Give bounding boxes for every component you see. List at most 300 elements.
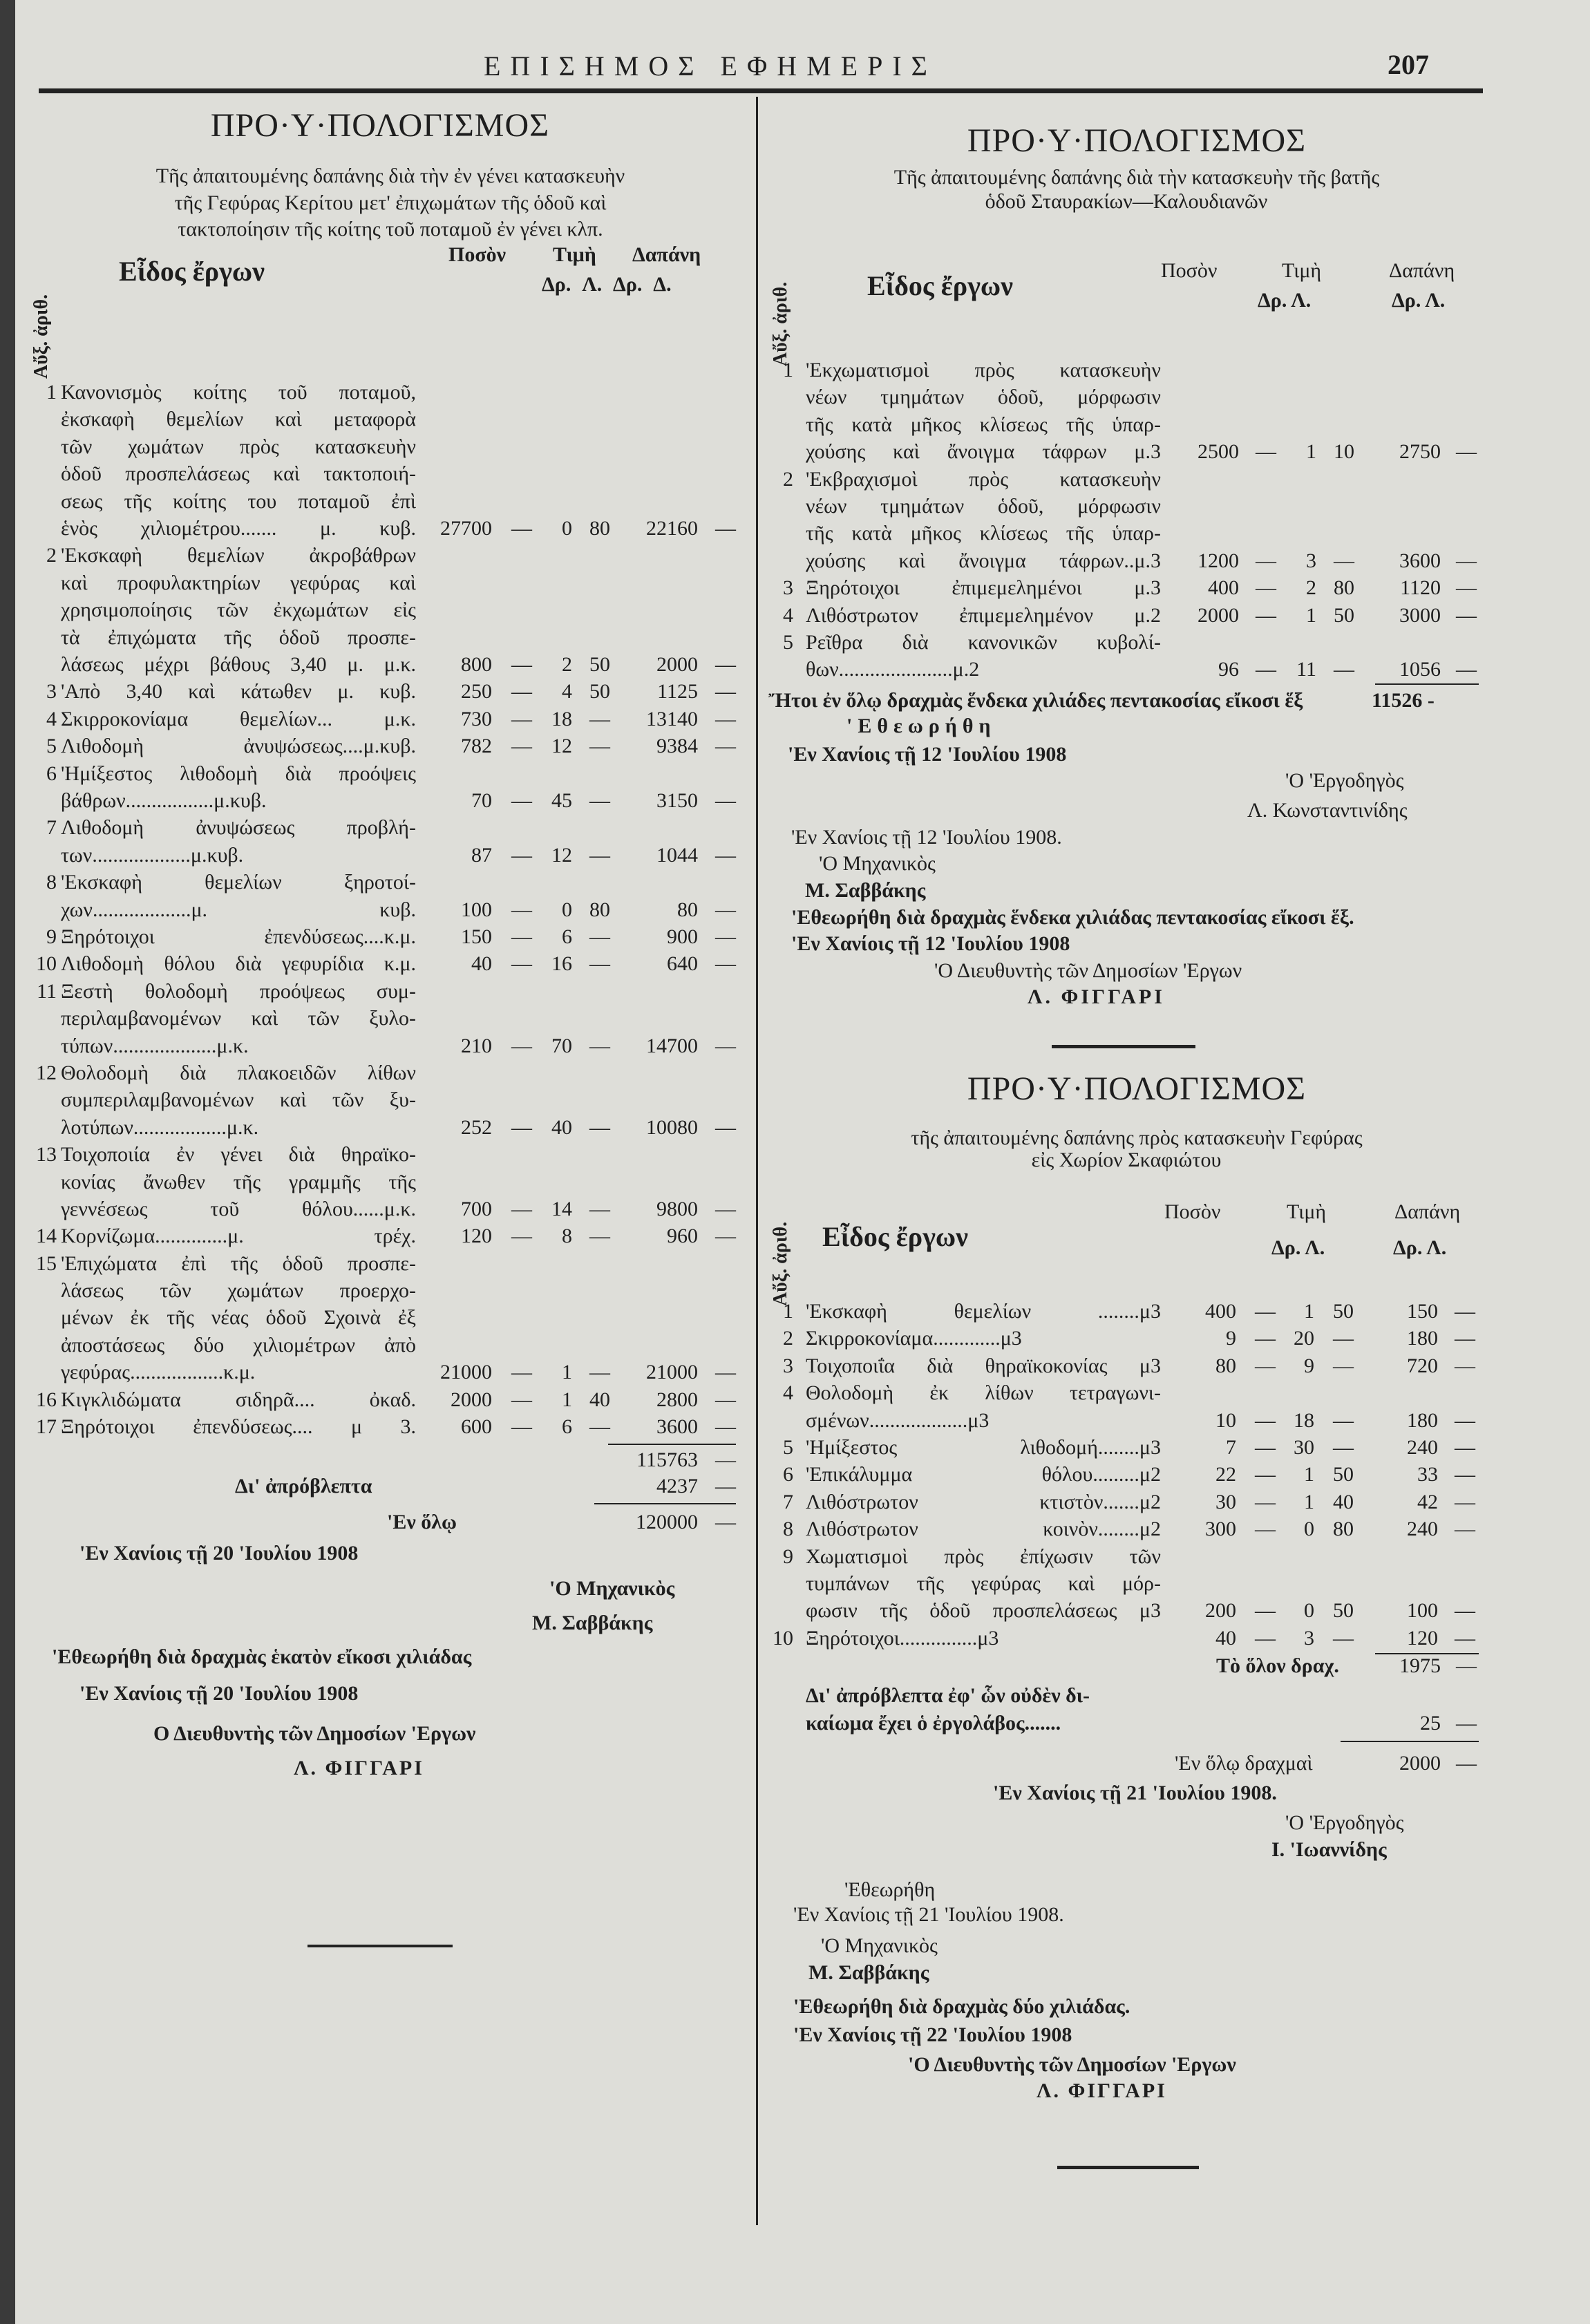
left-total: 120000 xyxy=(636,1511,698,1533)
unit-price-drachmas: 0 xyxy=(562,898,572,921)
item-description-line: χρησιμοποίησις τῶν ἐκχωμάτων εἰς xyxy=(61,598,416,622)
item-description-line: τυμπάνων τῆς γεφύρας καὶ μόρ- xyxy=(806,1571,1161,1595)
left-subtotal-lepta: — xyxy=(715,1448,736,1471)
cost-lepta: — xyxy=(715,1115,736,1139)
right1-date: 'Εν Χανίοις τῇ 12 'Ιουλίου 1908 xyxy=(788,743,1067,766)
item-description-line: τῆς κατὰ μῆκος κλίσεως τῆς ὑπαρ- xyxy=(806,413,1161,436)
right1-end-rule xyxy=(1052,1045,1195,1048)
item-description-line: 'Απὸ 3,40 καὶ κάτωθεν μ. κυβ. xyxy=(61,680,416,703)
quantity: 22 xyxy=(1215,1463,1236,1486)
item-number: 16 xyxy=(36,1388,57,1411)
item-number: 10 xyxy=(36,952,57,976)
quantity: 150 xyxy=(461,925,492,948)
unit-price-lepta: — xyxy=(1333,1408,1354,1432)
quantity-fraction: — xyxy=(511,1115,532,1139)
unit-price-drachmas: 1 xyxy=(562,1361,572,1384)
cost-lepta: — xyxy=(1455,1518,1475,1541)
budget-row xyxy=(0,466,1590,575)
item-description-line: Σκιρροκονίαμα θεμελίων... μ.κ. xyxy=(61,707,416,730)
item-number: 9 xyxy=(783,1544,793,1568)
right2-engineer-date: 'Εν Χανίοις τῇ 21 'Ιουλίου 1908. xyxy=(793,1903,1064,1926)
budget-row xyxy=(0,1352,1590,1379)
cost-lepta: — xyxy=(715,788,736,812)
item-description-line: ἀποστάσεως δύο χιλιομέτρων ἀπὸ xyxy=(61,1333,416,1357)
left-unforeseen: 4237 xyxy=(656,1475,698,1498)
cost-drachmas: 10080 xyxy=(646,1115,698,1139)
item-description-line: τῶν χωμάτων πρὸς κατασκευὴν xyxy=(61,435,416,458)
right1-total-rule xyxy=(1375,683,1479,685)
right2-unforeseen-lepta: — xyxy=(1456,1712,1477,1735)
left-unforeseen-label: Δι' ἀπρόβλεπτα xyxy=(235,1475,372,1498)
cost-lepta: — xyxy=(715,898,736,921)
cost-drachmas: 150 xyxy=(1407,1300,1438,1323)
item-description-line: χων...................μ. κυβ. xyxy=(61,898,416,921)
right2-subtotal: 1975 xyxy=(1399,1654,1441,1677)
item-description-line: Σκιρροκονίαμα.............μ3 xyxy=(806,1327,1022,1350)
quantity: 7 xyxy=(1226,1435,1236,1459)
right2-header-cost-units: Δρ. Λ. xyxy=(1393,1236,1447,1259)
unit-price-lepta: — xyxy=(1334,658,1354,681)
quantity-fraction: — xyxy=(511,707,532,730)
unit-price-lepta: — xyxy=(589,707,610,730)
quantity: 9 xyxy=(1226,1327,1236,1350)
item-description-line: ἑνὸς χιλιομέτρου....... μ. κυβ. xyxy=(61,517,416,540)
item-description-line: Θολοδομὴ ἐκ λίθων τετραγωνι- xyxy=(806,1381,1161,1405)
unit-price-drachmas: 1 xyxy=(1304,1463,1314,1486)
cost-drachmas: 22160 xyxy=(646,517,698,540)
right1-budget-title: ΠΡΟ·Υ·ΠΟΛΟΓΙΣΜΟΣ xyxy=(967,122,1307,159)
unit-price-lepta: 50 xyxy=(589,652,610,676)
cost-drachmas: 9800 xyxy=(656,1197,698,1220)
unit-price-lepta: — xyxy=(589,735,610,758)
item-number: 2 xyxy=(783,1327,793,1350)
item-number: 7 xyxy=(783,1490,793,1513)
quantity-fraction: — xyxy=(1256,658,1276,681)
quantity-fraction: — xyxy=(511,735,532,758)
item-description-line: Λιθόστρωτον κτιστὸν.......μ2 xyxy=(806,1490,1161,1513)
quantity: 70 xyxy=(471,788,492,812)
item-description-line: περιλαμβανομένων καὶ τῶν ξυλο- xyxy=(61,1007,416,1030)
item-number: 4 xyxy=(783,603,793,627)
unit-price-lepta: — xyxy=(1334,549,1354,572)
cost-drachmas: 3150 xyxy=(656,788,698,812)
quantity: 210 xyxy=(461,1034,492,1057)
left-subtitle-line: τῆς Γεφύρας Κερίτου μετ' ἐπιχωμάτων τῆς ὁδοῦ καὶ xyxy=(174,191,607,214)
quantity-fraction: — xyxy=(511,843,532,867)
unit-price-lepta: 50 xyxy=(589,680,610,703)
right1-total-label: Ἤτοι ἐν ὅλῳ δραχμὰς ἕνδεκα χιλιάδες πεντακοσίας εἴκοσι ἕξ xyxy=(768,689,1303,712)
quantity-fraction: — xyxy=(511,925,532,948)
right1-budget-table xyxy=(0,357,1590,683)
quantity: 1200 xyxy=(1198,549,1239,572)
cost-drachmas: 3000 xyxy=(1399,603,1441,627)
quantity-fraction: — xyxy=(511,952,532,976)
item-description-line: 'Επικάλυμμα θόλου.........μ2 xyxy=(806,1463,1161,1486)
cost-lepta: — xyxy=(715,1388,736,1411)
quantity: 800 xyxy=(461,652,492,676)
item-number: 5 xyxy=(783,630,793,654)
item-description-line: Κορνίζωμα..............μ. τρέχ. xyxy=(61,1225,416,1248)
cost-lepta: — xyxy=(1455,1463,1475,1486)
budget-row xyxy=(0,1221,1590,1252)
quantity-fraction: — xyxy=(511,898,532,921)
cost-drachmas: 3600 xyxy=(1399,549,1441,572)
item-description-line: Θολοδομὴ διὰ πλακοειδῶν λίθων xyxy=(61,1061,416,1084)
quantity: 400 xyxy=(1205,1300,1236,1323)
unit-price-drachmas: 18 xyxy=(1294,1408,1314,1432)
cost-lepta: — xyxy=(715,1197,736,1220)
right1-director-title: 'Ο Διευθυντὴς τῶν Δημοσίων 'Εργων xyxy=(934,959,1242,982)
right2-end-rule xyxy=(1057,2166,1199,2169)
cost-drachmas: 3600 xyxy=(656,1415,698,1439)
cost-lepta: — xyxy=(715,707,736,730)
item-number: 13 xyxy=(36,1143,57,1166)
right2-subtotal-lepta: — xyxy=(1456,1654,1477,1677)
left-end-rule xyxy=(307,1945,453,1947)
quantity: 87 xyxy=(471,843,492,867)
item-description-line: σμένων...................μ3 xyxy=(806,1408,990,1432)
right2-header-qty: Ποσὸν xyxy=(1164,1200,1221,1223)
cost-lepta: — xyxy=(715,1415,736,1439)
left-director-title: Ο Διευθυντὴς τῶν Δημοσίων 'Εργων xyxy=(153,1722,476,1745)
right2-director-title: 'Ο Διευθυντὴς τῶν Δημοσίων 'Εργων xyxy=(908,2053,1236,2076)
cost-drachmas: 80 xyxy=(677,898,698,921)
unit-price-drachmas: 2 xyxy=(1306,576,1316,600)
item-description-line: βάθρων.................μ.κυβ. xyxy=(61,788,267,812)
unit-price-lepta: — xyxy=(589,1034,610,1057)
item-description-line: 'Εκσκαφὴ θεμελίων ξηροτοί- xyxy=(61,871,416,894)
quantity: 10 xyxy=(1215,1408,1236,1432)
unit-price-lepta: — xyxy=(1333,1626,1354,1650)
cost-lepta: — xyxy=(1455,1408,1475,1432)
quantity: 30 xyxy=(1215,1490,1236,1513)
right1-header-cost-units: Δρ. Λ. xyxy=(1392,289,1446,312)
right2-header-number: Αὔξ. ἀριθ. xyxy=(770,1221,791,1306)
left-subtitle-line: τακτοποίησιν τῆς κοίτης τοῦ ποταμοῦ ἐν γένει κλπ. xyxy=(178,218,603,240)
item-number: 3 xyxy=(783,1354,793,1377)
cost-lepta: — xyxy=(1456,603,1477,627)
cost-lepta: — xyxy=(1455,1435,1475,1459)
item-number: 6 xyxy=(783,1463,793,1486)
quantity-fraction: — xyxy=(1255,1408,1276,1432)
quantity-fraction: — xyxy=(1255,1518,1276,1541)
right2-engineer-title: 'Ο Μηχανικὸς xyxy=(821,1934,938,1957)
quantity-fraction: — xyxy=(511,1388,532,1411)
item-description-line: Λιθοδομὴ ἀνυψώσεως....μ.κυβ. xyxy=(61,735,416,758)
unit-price-lepta: 80 xyxy=(1333,1518,1354,1541)
item-description-line: νέων τμημάτων ὁδοῦ, μόρφωσιν xyxy=(806,386,1161,409)
unit-price-drachmas: 3 xyxy=(1306,549,1316,572)
left-unforeseen-lepta: — xyxy=(715,1475,736,1498)
quantity-fraction: — xyxy=(511,1197,532,1220)
quantity: 600 xyxy=(461,1415,492,1439)
cost-lepta: — xyxy=(715,735,736,758)
right2-engineer-name: Μ. Σαββάκης xyxy=(808,1961,929,1984)
quantity: 700 xyxy=(461,1197,492,1220)
quantity-fraction: — xyxy=(511,1034,532,1057)
quantity-fraction: — xyxy=(1255,1599,1276,1623)
item-number: 3 xyxy=(783,576,793,600)
quantity: 21000 xyxy=(440,1361,492,1384)
left-header-cost: Δαπάνη xyxy=(632,243,701,266)
unit-price-lepta: — xyxy=(589,1361,610,1384)
right1-foreman-name: Λ. Κωνσταντινίδης xyxy=(1247,799,1408,822)
cost-lepta: — xyxy=(715,952,736,976)
item-description-line: 'Ημίξεστος λιθοδομὴ διὰ προόψεις xyxy=(61,762,416,785)
right2-seen: 'Εθεωρήθη xyxy=(844,1878,936,1901)
left-header-price: Τιμὴ xyxy=(553,243,596,266)
item-description-line: μένων ἐκ τῆς νέας ὁδοῦ Σχοινὰ ἐξ xyxy=(61,1306,416,1330)
item-number: 8 xyxy=(783,1518,793,1541)
quantity-fraction: — xyxy=(511,1415,532,1439)
cost-lepta: — xyxy=(715,652,736,676)
right1-director-name: Λ. ΦΙΓΓΑΡΙ xyxy=(1028,985,1165,1008)
right2-foreman-title: 'Ο 'Εργοδηγὸς xyxy=(1285,1811,1404,1834)
cost-lepta: — xyxy=(1456,658,1477,681)
quantity-fraction: — xyxy=(1256,440,1276,464)
right1-header-cost: Δαπάνη xyxy=(1389,259,1455,282)
unit-price-drachmas: 0 xyxy=(1304,1599,1314,1623)
unit-price-lepta: — xyxy=(589,1225,610,1248)
right2-date: 'Εν Χανίοις τῇ 21 'Ιουλίου 1908. xyxy=(993,1782,1277,1804)
quantity: 100 xyxy=(461,898,492,921)
unit-price-lepta: 80 xyxy=(589,898,610,921)
item-number: 14 xyxy=(36,1225,57,1248)
item-description-line: 'Εκβραχισμοὶ πρὸς κατασκευὴν xyxy=(806,467,1161,491)
item-number: 7 xyxy=(46,816,57,840)
item-description-line: λάσεως τῶν χωμάτων προερχο- xyxy=(61,1279,416,1303)
item-description-line: κονίας ἄνωθεν τῆς γραμμῆς τῆς xyxy=(61,1170,416,1193)
quantity-fraction: — xyxy=(1255,1354,1276,1377)
item-number: 1 xyxy=(46,381,57,404)
item-number: 6 xyxy=(46,762,57,785)
left-subtitle-line: Τῆς ἀπαιτουμένης δαπάνης διὰ τὴν ἐν γένει κατασκευὴν xyxy=(155,164,625,187)
item-description-line: Τοιχοποιία ἐν γένει διὰ θηραϊκο- xyxy=(61,1143,416,1166)
cost-lepta: — xyxy=(715,1034,736,1057)
unit-price-drachmas: 45 xyxy=(551,788,572,812)
unit-price-drachmas: 4 xyxy=(562,680,572,703)
left-director-name: Λ. ΦΙΓΓΑΡΙ xyxy=(294,1757,424,1779)
quantity: 40 xyxy=(1215,1626,1236,1650)
cost-lepta: — xyxy=(1455,1327,1475,1350)
right1-approval: 'Εθεωρήθη διὰ δραχμὰς ἕνδεκα χιλιάδας πεντακοσίας εἴκοσι ἕξ. xyxy=(791,906,1354,929)
item-number: 2 xyxy=(783,467,793,491)
unit-price-drachmas: 12 xyxy=(551,843,572,867)
right1-header-kind: Εἶδος ἔργων xyxy=(867,270,1014,301)
cost-drachmas: 42 xyxy=(1417,1490,1438,1513)
unit-price-drachmas: 1 xyxy=(1304,1300,1314,1323)
unit-price-lepta: — xyxy=(1333,1354,1354,1377)
right1-foreman-title: 'Ο 'Εργοδηγὸς xyxy=(1285,769,1404,792)
masthead-title: ΕΠΙΣΗΜΟΣ ΕΦΗΜΕΡΙΣ xyxy=(484,50,937,82)
item-number: 12 xyxy=(36,1061,57,1084)
item-description-line: Κανονισμὸς κοίτης τοῦ ποταμοῦ, xyxy=(61,381,416,404)
cost-lepta: — xyxy=(1455,1626,1475,1650)
right1-engineer-title: 'Ο Μηχανικὸς xyxy=(819,852,936,875)
budget-row xyxy=(0,1325,1590,1352)
unit-price-drachmas: 6 xyxy=(562,925,572,948)
cost-lepta: — xyxy=(715,680,736,703)
unit-price-drachmas: 6 xyxy=(562,1415,572,1439)
right2-unforeseen: 25 xyxy=(1420,1712,1441,1735)
right2-header-price: Τιμὴ xyxy=(1287,1200,1327,1223)
item-description-line: Ξηρότοιχοι...............μ3 xyxy=(806,1626,999,1650)
unit-price-lepta: 80 xyxy=(1334,576,1354,600)
quantity-fraction: — xyxy=(511,680,532,703)
cost-lepta: — xyxy=(1455,1300,1475,1323)
quantity-fraction: — xyxy=(511,517,532,540)
budget-row xyxy=(0,629,1590,683)
cost-drachmas: 1120 xyxy=(1400,576,1441,600)
unit-price-drachmas: 70 xyxy=(551,1034,572,1057)
item-description-line: 'Επιχώματα ἐπὶ τῆς ὁδοῦ προσπε- xyxy=(61,1251,416,1275)
budget-row xyxy=(0,1625,1590,1652)
quantity-fraction: — xyxy=(1255,1626,1276,1650)
unit-price-lepta: — xyxy=(589,788,610,812)
right2-subtitle-line: εἰς Χωρίον Σκαφιώτου xyxy=(1031,1149,1222,1171)
item-description-line: των...................μ.κυβ. xyxy=(61,843,244,867)
item-number: 17 xyxy=(36,1415,57,1439)
cost-drachmas: 720 xyxy=(1407,1354,1438,1377)
quantity: 27700 xyxy=(440,517,492,540)
budget-row xyxy=(0,1298,1590,1325)
item-description-line: Λιθοδομὴ θόλου διὰ γεφυρίδια κ.μ. xyxy=(61,952,416,976)
cost-drachmas: 1125 xyxy=(657,680,698,703)
right2-approval: 'Εθεωρήθη διὰ δραχμὰς δύο χιλιάδας. xyxy=(793,1995,1130,2018)
quantity: 80 xyxy=(1215,1354,1236,1377)
item-number: 9 xyxy=(46,925,57,948)
right1-total: 11526 - xyxy=(1372,689,1435,712)
budget-row xyxy=(0,1379,1590,1434)
item-description-line: Λιθόστρωτον ἐπιμεμελημένον μ.2 xyxy=(806,603,1161,627)
left-total-label: 'Εν ὅλῳ xyxy=(387,1511,457,1533)
quantity-fraction: — xyxy=(1255,1327,1276,1350)
unit-price-drachmas: 16 xyxy=(551,952,572,976)
cost-drachmas: 2750 xyxy=(1399,440,1441,464)
item-description-line: ὁδοῦ προσπελάσεως καὶ τακτοποιή- xyxy=(61,462,416,486)
cost-drachmas: 21000 xyxy=(646,1361,698,1384)
budget-row xyxy=(0,1543,1590,1625)
unit-price-lepta: — xyxy=(1333,1327,1354,1350)
right2-budget-table xyxy=(0,1298,1590,1652)
unit-price-drachmas: 2 xyxy=(562,652,572,676)
cost-drachmas: 900 xyxy=(667,925,698,948)
unit-price-lepta: 40 xyxy=(589,1388,610,1411)
cost-lepta: — xyxy=(1456,440,1477,464)
cost-drachmas: 240 xyxy=(1407,1435,1438,1459)
budget-row xyxy=(0,357,1590,466)
unit-price-lepta: 80 xyxy=(589,517,610,540)
budget-row xyxy=(0,1434,1590,1461)
cost-drachmas: 1044 xyxy=(656,843,698,867)
quantity-fraction: — xyxy=(511,652,532,676)
quantity: 400 xyxy=(1208,576,1239,600)
item-description-line: λάσεως μέχρι βάθους 3,40 μ. μ.κ. xyxy=(61,652,416,676)
unit-price-lepta: — xyxy=(589,1415,610,1439)
right1-approval-date: 'Εν Χανίοις τῇ 12 'Ιουλίου 1908 xyxy=(791,932,1070,955)
item-description-line: Λιθοδομὴ ἀνυψώσεως προβλή- xyxy=(61,816,416,840)
item-description-line: 'Ημίξεστος λιθοδομή........μ3 xyxy=(806,1435,1161,1459)
unit-price-drachmas: 1 xyxy=(1306,603,1316,627)
item-description-line: καὶ προφυλακτηρίων γεφύρας καὶ xyxy=(61,571,416,594)
item-number: 15 xyxy=(36,1251,57,1275)
quantity: 730 xyxy=(461,707,492,730)
right2-unforeseen-line: καίωμα ἔχει ὁ ἐργολάβος....... xyxy=(806,1712,1061,1735)
item-description-line: Ξηρότοιχοι ἐπενδύσεως....κ.μ. xyxy=(61,925,416,948)
item-description-line: θων......................μ.2 xyxy=(806,658,980,681)
right1-subtitle-line: ὁδοῦ Σταυρακίων—Καλουδιανῶν xyxy=(985,190,1268,213)
unit-price-lepta: — xyxy=(1333,1435,1354,1459)
unit-price-lepta: 10 xyxy=(1334,440,1354,464)
unit-price-lepta: — xyxy=(589,952,610,976)
quantity: 252 xyxy=(461,1115,492,1139)
left-total-lepta: — xyxy=(715,1511,736,1533)
item-number: 1 xyxy=(783,359,793,381)
budget-row xyxy=(0,1515,1590,1542)
left-budget-title: ΠΡΟ·Υ·ΠΟΛΟΓΙΣΜΟΣ xyxy=(210,107,550,144)
cost-drachmas: 960 xyxy=(667,1225,698,1248)
left-engineer-title: 'Ο Μηχανικὸς xyxy=(549,1577,675,1600)
unit-price-drachmas: 30 xyxy=(1294,1435,1314,1459)
unit-price-drachmas: 3 xyxy=(1304,1626,1314,1650)
left-header-qty: Ποσὸν xyxy=(448,243,507,266)
right2-subtitle-line: τῆς ἀπαιτουμένης δαπάνης πρὸς κατασκευὴν Γεφύρας xyxy=(911,1126,1363,1149)
unit-price-lepta: 50 xyxy=(1333,1599,1354,1623)
item-description-line: τὰ ἐπιχώματα τῆς ὁδοῦ προσπε- xyxy=(61,625,416,649)
unit-price-drachmas: 0 xyxy=(562,517,572,540)
item-description-line: Ξηρότοιχοι ἐπιμεμελημένοι μ.3 xyxy=(806,576,1161,600)
item-description-line: ἐκσκαφὴ θεμελίων καὶ μεταφορὰ xyxy=(61,408,416,431)
item-description-line: 'Εκσκαφὴ θεμελίων ἀκροβάθρων xyxy=(61,544,416,567)
cost-drachmas: 180 xyxy=(1407,1408,1438,1432)
right2-total: 2000 xyxy=(1399,1752,1441,1775)
cost-drachmas: 640 xyxy=(667,952,698,976)
cost-drachmas: 240 xyxy=(1407,1518,1438,1541)
page-number: 207 xyxy=(1388,49,1429,80)
unit-price-lepta: — xyxy=(589,1115,610,1139)
quantity: 782 xyxy=(461,735,492,758)
item-description-line: 'Εκσκαφὴ θεμελίων ........μ3 xyxy=(806,1300,1161,1323)
item-description-line: σεως τῆς κοίτης του ποταμοῦ ἐπὶ xyxy=(61,489,416,513)
masthead-rule xyxy=(39,88,1483,93)
left-engineer-name: Μ. Σαββάκης xyxy=(532,1612,653,1634)
item-description-line: τύπων....................μ.κ. xyxy=(61,1034,249,1057)
unit-price-drachmas: 9 xyxy=(1304,1354,1314,1377)
right2-director-name: Λ. ΦΙΓΓΑΡΙ xyxy=(1037,2079,1167,2102)
item-number: 5 xyxy=(46,735,57,758)
item-description-line: Κιγκλιδώματα σιδηρᾶ.... ὀκαδ. xyxy=(61,1388,416,1411)
unit-price-lepta: 50 xyxy=(1333,1463,1354,1486)
item-description-line: νέων τμημάτων ὁδοῦ, μόρφωσιν xyxy=(806,494,1161,518)
right1-seen: 'Εθεωρήθη xyxy=(846,715,996,737)
left-header-number: Αὔξ. ἀριθ. xyxy=(30,294,52,379)
item-description-line: γεφύρας..................κ.μ. xyxy=(61,1361,256,1384)
item-description-line: λοτύπων..................μ.κ. xyxy=(61,1115,259,1139)
unit-price-lepta: 50 xyxy=(1334,603,1354,627)
unit-price-lepta: 40 xyxy=(1333,1490,1354,1513)
item-number: 3 xyxy=(46,680,57,703)
item-number: 5 xyxy=(783,1435,793,1459)
quantity: 2500 xyxy=(1198,440,1239,464)
item-description-line: τῆς κατὰ μῆκος κλίσεως τῆς ὑπαρ- xyxy=(806,522,1161,545)
quantity-fraction: — xyxy=(1255,1300,1276,1323)
quantity: 40 xyxy=(471,952,492,976)
quantity: 120 xyxy=(461,1225,492,1248)
unit-price-drachmas: 18 xyxy=(551,707,572,730)
right2-subtotal-label: Τὸ ὅλον δραχ. xyxy=(1216,1654,1339,1677)
right2-header-cost: Δαπάνη xyxy=(1394,1200,1461,1223)
right2-foreman-name: Ι. 'Ιωαννίδης xyxy=(1271,1838,1387,1861)
